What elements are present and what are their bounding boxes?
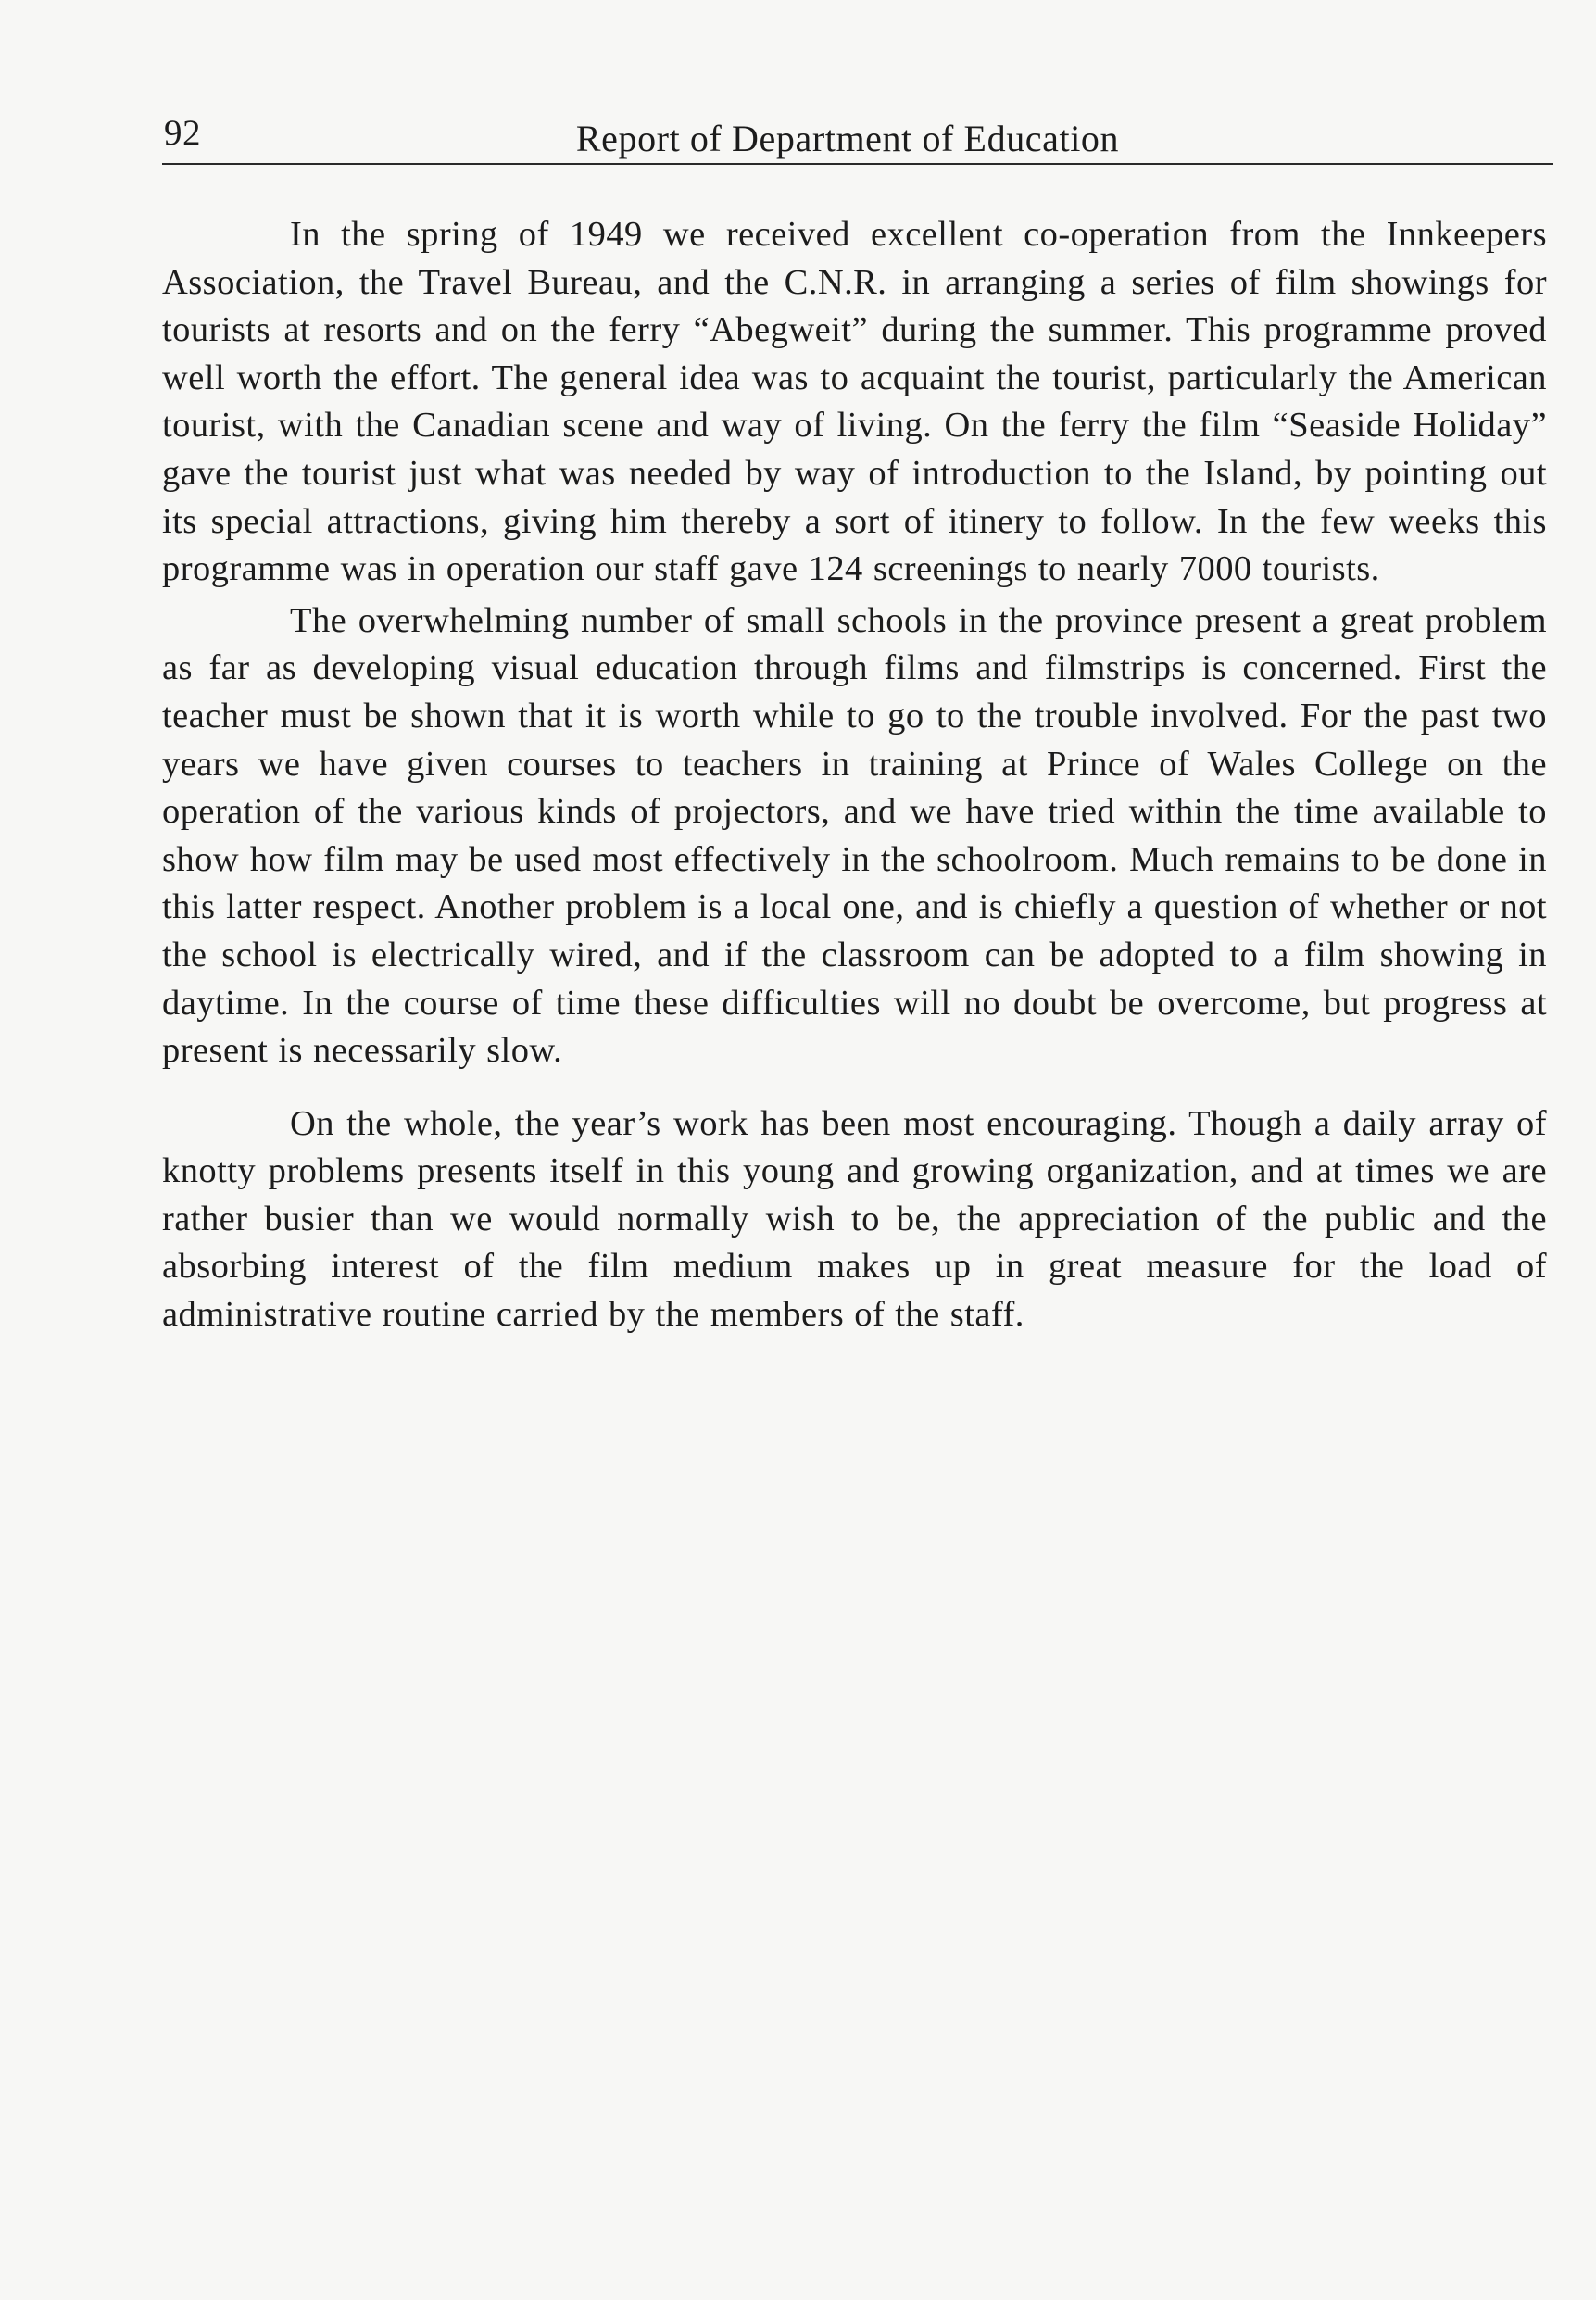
page-number: 92 [164, 113, 201, 153]
running-title: Report of Department of Education [575, 118, 1120, 159]
body-text [162, 211, 1547, 1339]
paragraph-small-schools: The overwhelming number of small schools in the province present a great problem as far as developing visual education through films and filmstrips is concerned. First the teacher must be shown that it is worth while to go to the trouble involved. For the past two years we have given courses to teachers in training at Prince of Wales College on the operation of the various kinds of projectors, and we have tried within the time available to show how film may be used most effectively in the schoolroom. Much remains to be done in this latter respect. Another problem is a local one, and is chiefly a question of whether or not the school is electrically wired, and if the classroom can be adopted to a film showing in daytime. In the course of time these difficulties will no doubt be overcome, but progress at present is necessarily slow. [162, 600, 1547, 1071]
page-header [162, 109, 1553, 169]
header-rule [162, 163, 1553, 165]
paragraph-conclusion: On the whole, the year’s work has been most encouraging. Though a daily array of knotty problems presents itself in this young and growing organization, and at times we are rather busier than we would normally wish to be, the appreciation of the public and the absorbing interest of the film medium makes up in great measure for the load of administrative routine carried by the members of the staff. [162, 1103, 1547, 1335]
paragraph-film-showings: In the spring of 1949 we received excellent co-operation from the Innkeepers Association, the Travel Bureau, and the C.N.R. in arranging a series of film showings for tourists at resorts and on the ferry “Abegweit” during the summer. This programme proved well worth the effort. The general idea was to acquaint the tourist, particularly the American tourist, with the Canadian scene and way of living. On the ferry the film “Seaside Holiday” gave the tourist just what was needed by way of introduction to the Island, by pointing out its special attractions, giving him thereby a sort of itinery to follow. In the few weeks this programme was in operation our staff gave 124 screenings to nearly 7000 tourists. [162, 215, 1547, 589]
